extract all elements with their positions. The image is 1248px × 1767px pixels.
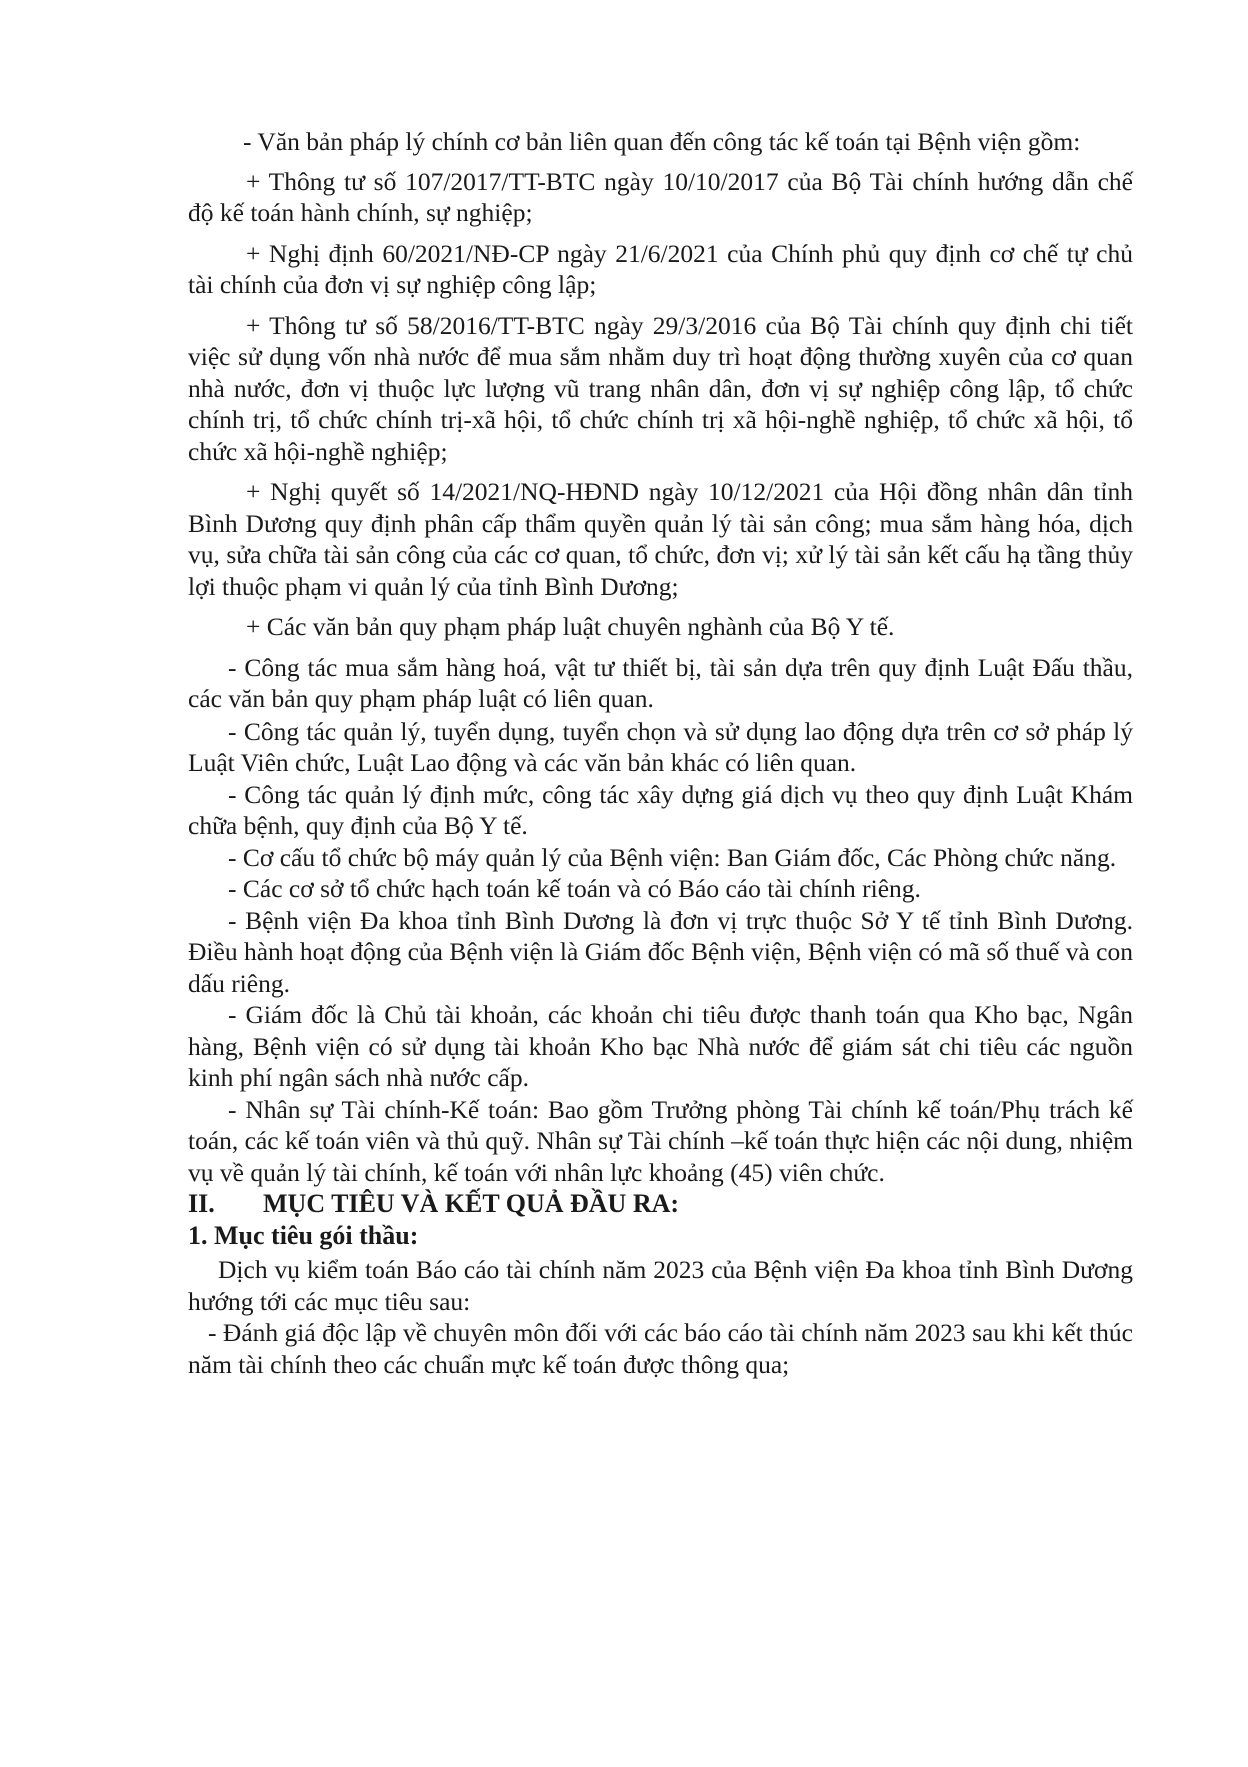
paragraph-circular-58: + Thông tư số 58/2016/TT-BTC ngày 29/3/2016 của Bộ Tài chính quy định chi tiết việc sử dụng vốn nhà nước để mua sắm nhằm duy trì hoạt động thường xuyên của cơ quan nhà nước, đơn vị thuộc lực lượng vũ trang nhân dân, đơn vị sự nghiệp công lập, tổ chức chính trị, tổ chức chính trị-xã hội, tổ chức chính trị xã hội-nghề nghiệp, tổ chức xã hội, tổ chức xã hội-nghề nghiệp; [188,310,1133,466]
paragraph-procurement: - Công tác mua sắm hàng hoá, vật tư thiết bị, tài sản dựa trên quy định Luật Đấu thầu, các văn bản quy phạm pháp luật có liên quan. [188,652,1133,713]
subsection-heading: 1. Mục tiêu gói thầu: [188,1220,419,1250]
paragraph-decree-60: + Nghị định 60/2021/NĐ-CP ngày 21/6/2021 của Chính phủ quy định cơ chế tự chủ tài chính của đơn vị sự nghiệp công lập; [188,238,1133,299]
document-page [188,126,1133,1380]
section-title: MỤC TIÊU VÀ KẾT QUẢ ĐẦU RA: [263,1189,680,1218]
paragraph-hospital: - Bệnh viện Đa khoa tỉnh Bình Dương là đơn vị trực thuộc Sở Y tế tỉnh Bình Dương. Điều hành hoạt động của Bệnh viện là Giám đốc Bệnh viện, Bệnh viện có mã số thuế và con dấu riêng. [188,905,1133,998]
paragraph-circular-107: + Thông tư số 107/2017/TT-BTC ngày 10/10/2017 của Bộ Tài chính hướng dẫn chế độ kế toán hành chính, sự nghiệp; [188,166,1133,227]
paragraph-recruitment: - Công tác quản lý, tuyển dụng, tuyển chọn và sử dụng lao động dựa trên cơ sở pháp lý Luật Viên chức, Luật Lao động và các văn bản khác có liên quan. [188,716,1133,777]
section-heading [188,1188,1133,1220]
paragraph-norms: - Công tác quản lý định mức, công tác xây dựng giá dịch vụ theo quy định Luật Khám chữa bệnh, quy định của Bộ Y tế. [188,779,1133,840]
paragraph-staff: - Nhân sự Tài chính-Kế toán: Bao gồm Trưởng phòng Tài chính kế toán/Phụ trách kế toán, các kế toán viên và thủ quỹ. Nhân sự Tài chính –kế toán thực hiện các nội dung, nhiệm vụ về quản lý tài chính, kế toán với nhân lực khoảng (45) viên chức. [188,1094,1133,1187]
paragraph-legal-basis: - Văn bản pháp lý chính cơ bản liên quan đến công tác kế toán tại Bệnh viện gồm: [243,127,1081,156]
paragraph-accounting-units: - Các cơ sở tổ chức hạch toán kế toán và có Báo cáo tài chính riêng. [228,874,921,903]
paragraph-director: - Giám đốc là Chủ tài khoản, các khoản chi tiêu được thanh toán qua Kho bạc, Ngân hàng, Bệnh viện có sử dụng tài khoản Kho bạc Nhà nước để giám sát chi tiêu các nguồn kinh phí ngân sách nhà nước cấp. [188,1000,1133,1092]
section-number: II. [188,1189,215,1218]
paragraph-objective-1: - Đánh giá độc lập về chuyên môn đối với các báo cáo tài chính năm 2023 sau khi kết thúc năm tài chính theo các chuẩn mực kế toán được thông qua; [188,1318,1133,1379]
paragraph-resolution-14: + Nghị quyết số 14/2021/NQ-HĐND ngày 10/12/2021 của Hội đồng nhân dân tỉnh Bình Dương quy định phân cấp thẩm quyền quản lý tài sản công; mua sắm hàng hóa, dịch vụ, sửa chữa tài sản công của các cơ quan, tổ chức, đơn vị; xử lý tài sản kết cấu hạ tầng thủy lợi thuộc phạm vi quản lý của tỉnh Bình Dương; [188,477,1133,601]
paragraph-structure: - Cơ cấu tổ chức bộ máy quản lý của Bệnh viện: Ban Giám đốc, Các Phòng chức năng. [228,842,1117,872]
paragraph-health-ministry: + Các văn bản quy phạm pháp luật chuyên nghành của Bộ Y tế. [246,612,895,641]
paragraph-objective-intro: Dịch vụ kiểm toán Báo cáo tài chính năm 2023 của Bệnh viện Đa khoa tỉnh Bình Dương hướng tới các mục tiêu sau: [188,1255,1133,1316]
